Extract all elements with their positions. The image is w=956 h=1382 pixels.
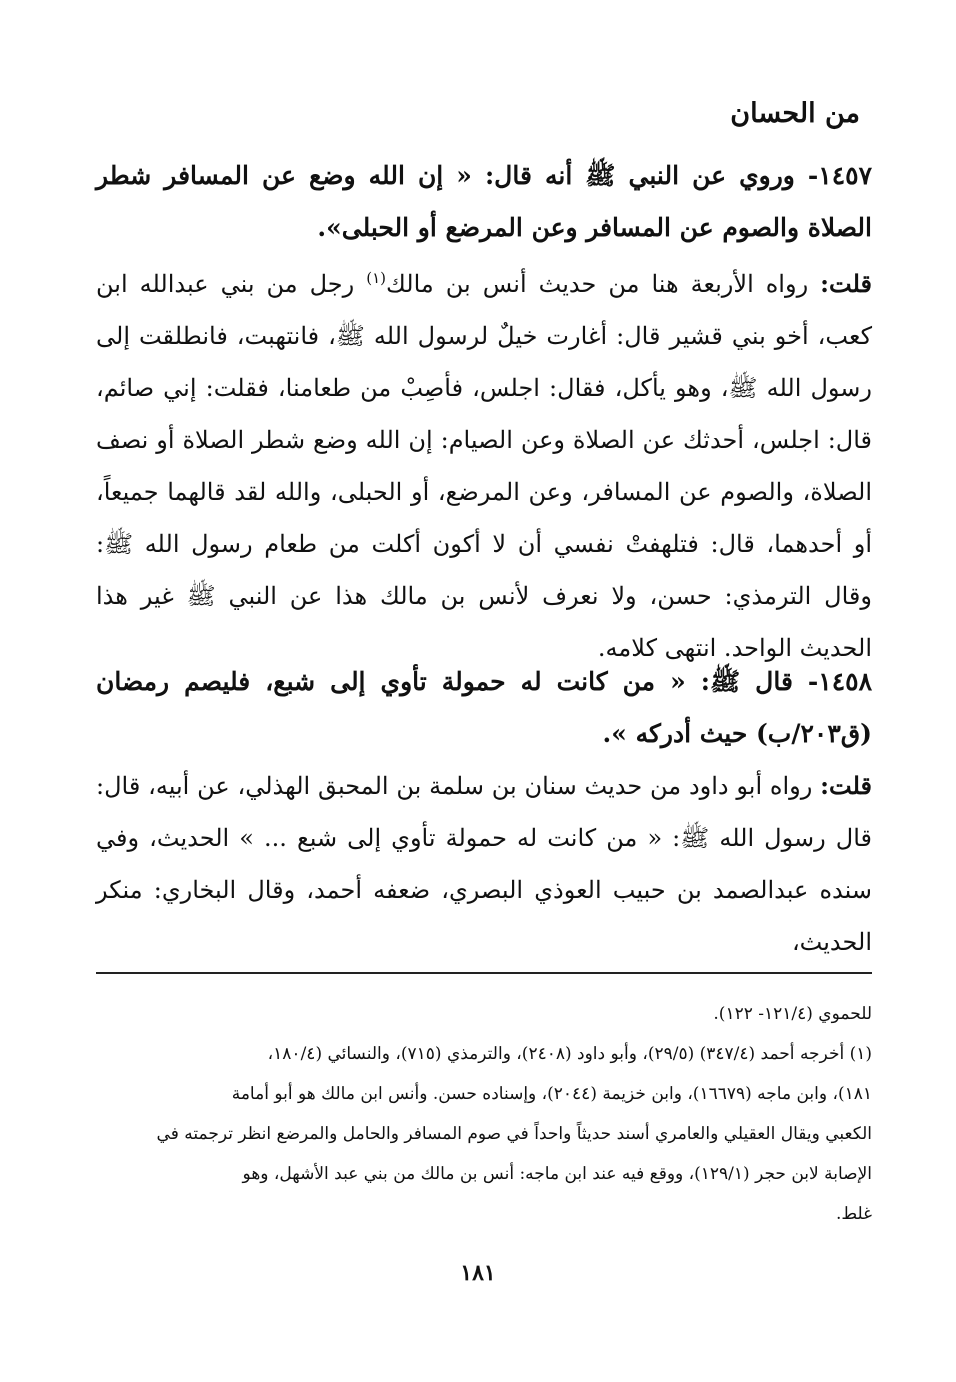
commentary-label: قلت: [820, 771, 872, 800]
footnote-line: ١٨١)، وابن ماجه (١٦٦٧٩)، وابن خزيمة (٢٠٤٤)، وإسناده حسن. وأنس ابن مالك هو أبو أمامة [231, 1084, 872, 1104]
footnotes [96, 994, 872, 1234]
footnote-line: الإصابة لابن حجر (١٢٩/١)، ووقع فيه عند ابن ماجه: أنس بن مالك من بني عبد الأشهل، وهو [242, 1164, 872, 1184]
commentary-text-after-ref: رجل من بني عبدالله ابن كعب، أخو بني قشير قال: أغارت خيلٌ لرسول الله ﷺ، فانتهبت، فانطلقت إلى رسول الله ﷺ، وهو يأكل، فقال: اجلس، فأصِبْ من طعامنا، فقلت: إني صائم، قال: اجلس، أحدثك عن الصلاة وعن الصيام: إن الله وضع شطر الصلاة أو نصف الصلاة، والصوم عن المسافر، وعن المرضع، أو الحبلى، والله لقد قالهما جميعاً، أو أحدهما، قال: فتلهفتْ نفسي أن لا أكون أكلت من طعام رسول الله ﷺ: وقال الترمذي: حسن، ولا نعرف لأنس بن مالك هذا عن النبي ﷺ غير هذا الحديث الواحد. انتهى كلامه. [96, 270, 872, 662]
section-heading: من الحسان [730, 98, 860, 129]
commentary-text-before-ref: رواه الأربعة هنا من حديث أنس بن مالك [386, 270, 821, 298]
commentary-1458 [96, 760, 872, 968]
page-number: ١٨١ [460, 1260, 496, 1286]
footnote-line: (١) أخرجه أحمد (٣٤٧/٤) (٢٩/٥)، وأبو داود (٢٤٠٨)، والترمذي (٧١٥)، والنسائي (١٨٠/٤، [267, 1044, 872, 1064]
footnote-reference[interactable]: (١) [366, 269, 387, 287]
footnote-line: للحموي (١٢١/٤- ١٢٢). [713, 1004, 872, 1024]
footnote-divider [96, 972, 872, 974]
footnote-line: غلط. [835, 1204, 872, 1224]
commentary-1457 [96, 258, 872, 674]
hadith-1458: ١٤٥٨- قال ﷺ: « من كانت له حمولة تأوي إلى شبع، فليصم رمضان (ق٢٠٣/ب) حيث أدركه ». [96, 667, 872, 748]
commentary-label: قلت: [820, 269, 873, 298]
commentary-text: رواه أبو داود من حديث سنان بن سلمة بن المحبق الهذلي، عن أبيه، قال: قال رسول الله ﷺ: « من كانت له حمولة تأوي إلى شبع ... » الحديث، وفي سنده عبدالصمد بن حبيب العوذي البصري، ضعفه أحمد، وقال البخاري: منكر الحديث، [96, 772, 873, 956]
hadith-1457: ١٤٥٧- وروي عن النبي ﷺ أنه قال: « إن الله وضع عن المسافر شطر الصلاة والصوم عن المسافر وعن المرضع أو الحبلى». [96, 161, 872, 242]
footnote-line: الكعبي ويقال العقيلي والعامري أسند حديثاً واحداً في صوم المسافر والحامل والمرضع انظر ترجمته في [156, 1124, 872, 1144]
